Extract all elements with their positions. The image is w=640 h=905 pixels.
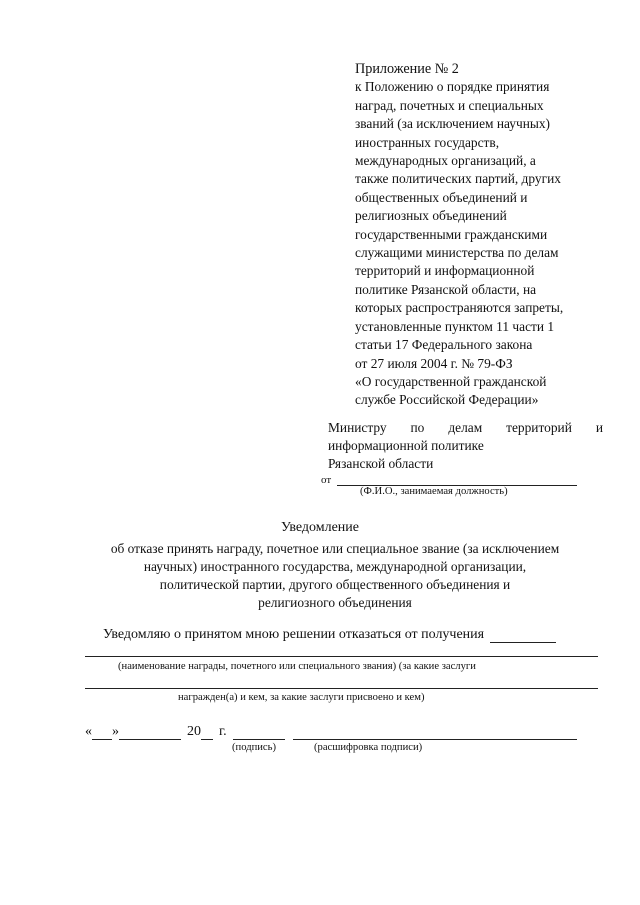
addressee-word: и <box>595 420 603 435</box>
notice-subtitle-line: политической партии, другого общественного объединения и <box>159 577 511 592</box>
appendix-line: «О государственной гражданской <box>355 373 547 389</box>
year-prefix: 20 <box>187 724 201 739</box>
addressee-word: делам <box>448 420 483 435</box>
addressee-word: по <box>410 420 425 435</box>
appendix-line: службе Российской Федерации» <box>355 392 539 408</box>
addressee-word: Министру <box>328 420 387 435</box>
addressee-line-3: Рязанской области <box>328 456 434 471</box>
appendix-line: званий (за исключением научных) <box>355 116 551 132</box>
quote-open: « <box>85 724 92 739</box>
declaration-row <box>103 627 556 643</box>
award-caption: (наименование награды, почетного или специального звания) (за какие заслуги <box>118 661 476 672</box>
appendix-line: к Положению о порядке принятия <box>355 79 550 95</box>
appendix-line: религиозных объединений <box>355 208 507 224</box>
from-row <box>321 474 577 486</box>
declaration-text: Уведомляю о принятом мною решении отказаться от получения <box>103 627 485 642</box>
appendix-line: от 27 июля 2004 г. № 79-ФЗ <box>355 355 513 371</box>
merit-caption: награжден(а) и кем, за какие заслуги присвоено и кем) <box>178 692 425 703</box>
from-label: от <box>321 474 332 486</box>
appendix-line: территорий и информационной <box>355 263 535 279</box>
appendix-heading: Приложение № 2 <box>355 61 459 77</box>
signature-fill-line[interactable] <box>233 725 285 740</box>
notice-title: Уведомление <box>280 520 359 535</box>
quote-close: » <box>112 724 119 739</box>
notice-subtitle-line: об отказе принять награду, почетное или специальное звание (за исключением <box>110 541 560 556</box>
appendix-block <box>355 60 605 410</box>
notice-subtitle <box>55 540 615 612</box>
appendix-line: государственными гражданскими <box>355 226 548 242</box>
appendix-line: установленные пунктом 11 части 1 <box>355 318 555 334</box>
addressee-word: территорий <box>506 420 572 435</box>
appendix-line: которых распространяются запреты, <box>355 300 564 316</box>
signature-decode-caption: (расшифровка подписи) <box>314 742 423 753</box>
appendix-line: политике Рязанской области, на <box>355 281 537 297</box>
award-fill-line[interactable] <box>85 656 598 657</box>
signature-decode-fill-line[interactable] <box>293 725 577 740</box>
appendix-line: также политических партий, других <box>355 171 561 187</box>
year-suffix: г. <box>219 724 227 739</box>
appendix-line: наград, почетных и специальных <box>355 97 544 113</box>
appendix-line: статьи 17 Федерального закона <box>355 337 533 353</box>
notice-subtitle-line: религиозного объединения <box>258 595 412 610</box>
addressee-block <box>328 419 603 473</box>
appendix-line: международных организаций, а <box>355 153 536 169</box>
year-fill-line[interactable] <box>201 725 213 740</box>
appendix-line: иностранных государств, <box>355 134 500 150</box>
notice-subtitle-line: научных) иностранного государства, международной организации, <box>143 559 527 574</box>
from-fill-line[interactable] <box>337 474 577 486</box>
month-fill-line[interactable] <box>119 725 181 740</box>
day-fill-line[interactable] <box>92 725 112 740</box>
fio-caption: (Ф.И.О., занимаемая должность) <box>360 486 508 497</box>
merit-fill-line[interactable] <box>85 688 598 689</box>
declaration-fill-line[interactable] <box>490 628 556 643</box>
appendix-line: служащими министерства по делам <box>355 245 559 261</box>
signature-caption: (подпись) <box>232 742 276 753</box>
addressee-line-2: информационной политике <box>328 438 484 453</box>
addressee-line-1 <box>328 419 603 437</box>
date-signature-row <box>85 724 577 740</box>
appendix-line: общественных объединений и <box>355 189 528 205</box>
